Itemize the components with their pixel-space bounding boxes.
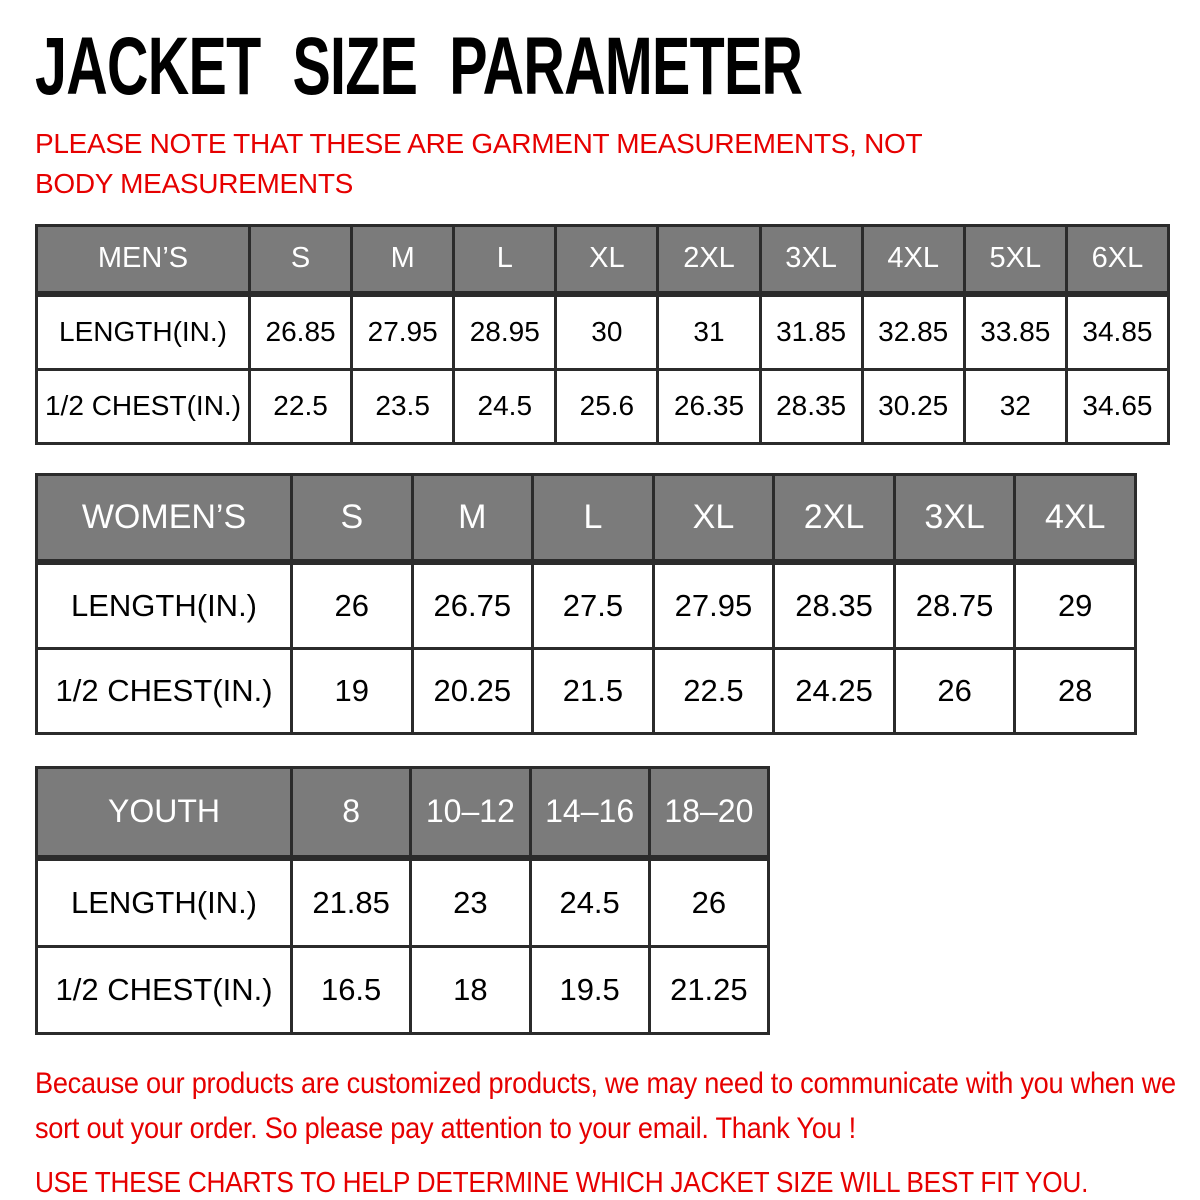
- size-value-cell: 34.65: [1066, 369, 1168, 443]
- size-value-cell: 27.95: [653, 562, 774, 649]
- womens-group-header: WOMEN’S: [37, 474, 292, 562]
- size-value-cell: 28: [1015, 648, 1136, 733]
- size-column-header: 4XL: [1015, 474, 1136, 562]
- size-column-header: L: [533, 474, 654, 562]
- size-header-row: [37, 767, 769, 858]
- size-value-cell: 27.5: [533, 562, 654, 649]
- size-value-cell: 20.25: [412, 648, 533, 733]
- mens-group-header: MEN’S: [37, 225, 250, 294]
- size-column-header: L: [454, 225, 556, 294]
- size-value-cell: 23.5: [352, 369, 454, 443]
- measurement-row-label: LENGTH(IN.): [37, 562, 292, 649]
- size-value-cell: 33.85: [964, 294, 1066, 370]
- size-value-cell: 28.35: [760, 369, 862, 443]
- youth-size-table: [35, 766, 770, 1035]
- size-value-cell: 32: [964, 369, 1066, 443]
- size-header-row: [37, 225, 1169, 294]
- size-value-cell: 18: [411, 946, 530, 1033]
- size-value-cell: 26.85: [250, 294, 352, 370]
- measurement-row-label: LENGTH(IN.): [37, 858, 292, 947]
- measurement-row: [37, 946, 769, 1033]
- size-value-cell: 26: [649, 858, 768, 947]
- size-value-cell: 16.5: [292, 946, 411, 1033]
- size-column-header: 18–20: [649, 767, 768, 858]
- size-value-cell: 29: [1015, 562, 1136, 649]
- size-value-cell: 24.5: [454, 369, 556, 443]
- size-header-row: [37, 474, 1136, 562]
- size-value-cell: 30: [556, 294, 658, 370]
- size-value-cell: 21.85: [292, 858, 411, 947]
- size-value-cell: 31.85: [760, 294, 862, 370]
- usage-instruction: USE THESE CHARTS TO HELP DETERMINE WHICH JACKET SIZE WILL BEST FIT YOU.: [35, 1166, 1089, 1199]
- measurement-row-label: LENGTH(IN.): [37, 294, 250, 370]
- measurement-row: [37, 648, 1136, 733]
- size-value-cell: 21.5: [533, 648, 654, 733]
- measurement-row-label: 1/2 CHEST(IN.): [37, 369, 250, 443]
- size-value-cell: 26.75: [412, 562, 533, 649]
- size-column-header: M: [352, 225, 454, 294]
- garment-measurement-note: PLEASE NOTE THAT THESE ARE GARMENT MEASUREMENTS, NOT BODY MEASUREMENTS: [35, 128, 922, 199]
- size-column-header: 10–12: [411, 767, 530, 858]
- size-value-cell: 32.85: [862, 294, 964, 370]
- size-column-header: M: [412, 474, 533, 562]
- size-value-cell: 26: [292, 562, 413, 649]
- size-value-cell: 23: [411, 858, 530, 947]
- size-column-header: 5XL: [964, 225, 1066, 294]
- size-column-header: 14–16: [530, 767, 649, 858]
- measurement-row: [37, 858, 769, 947]
- size-column-header: S: [250, 225, 352, 294]
- size-value-cell: 27.95: [352, 294, 454, 370]
- size-value-cell: 30.25: [862, 369, 964, 443]
- size-column-header: 8: [292, 767, 411, 858]
- size-column-header: 6XL: [1066, 225, 1168, 294]
- size-value-cell: 26.35: [658, 369, 760, 443]
- size-value-cell: 21.25: [649, 946, 768, 1033]
- size-column-header: 3XL: [760, 225, 862, 294]
- size-value-cell: 24.5: [530, 858, 649, 947]
- size-value-cell: 28.35: [774, 562, 895, 649]
- size-value-cell: 19: [292, 648, 413, 733]
- page-title: JACKET SIZE PARAMETER: [35, 21, 803, 112]
- size-column-header: 4XL: [862, 225, 964, 294]
- size-value-cell: 31: [658, 294, 760, 370]
- size-column-header: 3XL: [894, 474, 1015, 562]
- size-column-header: XL: [556, 225, 658, 294]
- measurement-row: [37, 562, 1136, 649]
- size-value-cell: 26: [894, 648, 1015, 733]
- size-value-cell: 25.6: [556, 369, 658, 443]
- measurement-row: [37, 294, 1169, 370]
- size-column-header: 2XL: [658, 225, 760, 294]
- size-value-cell: 22.5: [250, 369, 352, 443]
- size-value-cell: 28.75: [894, 562, 1015, 649]
- mens-size-table: [35, 224, 1170, 445]
- size-value-cell: 22.5: [653, 648, 774, 733]
- size-column-header: 2XL: [774, 474, 895, 562]
- size-column-header: XL: [653, 474, 774, 562]
- size-column-header: S: [292, 474, 413, 562]
- size-value-cell: 28.95: [454, 294, 556, 370]
- size-value-cell: 19.5: [530, 946, 649, 1033]
- measurement-row: [37, 369, 1169, 443]
- customization-notice: Because our products are customized products, we may need to communicate with you when we sort out your order. So please pay attention to your email. Thank You !: [35, 1066, 1176, 1145]
- womens-size-table: [35, 473, 1137, 735]
- youth-group-header: YOUTH: [37, 767, 292, 858]
- measurement-row-label: 1/2 CHEST(IN.): [37, 648, 292, 733]
- size-value-cell: 34.85: [1066, 294, 1168, 370]
- size-value-cell: 24.25: [774, 648, 895, 733]
- measurement-row-label: 1/2 CHEST(IN.): [37, 946, 292, 1033]
